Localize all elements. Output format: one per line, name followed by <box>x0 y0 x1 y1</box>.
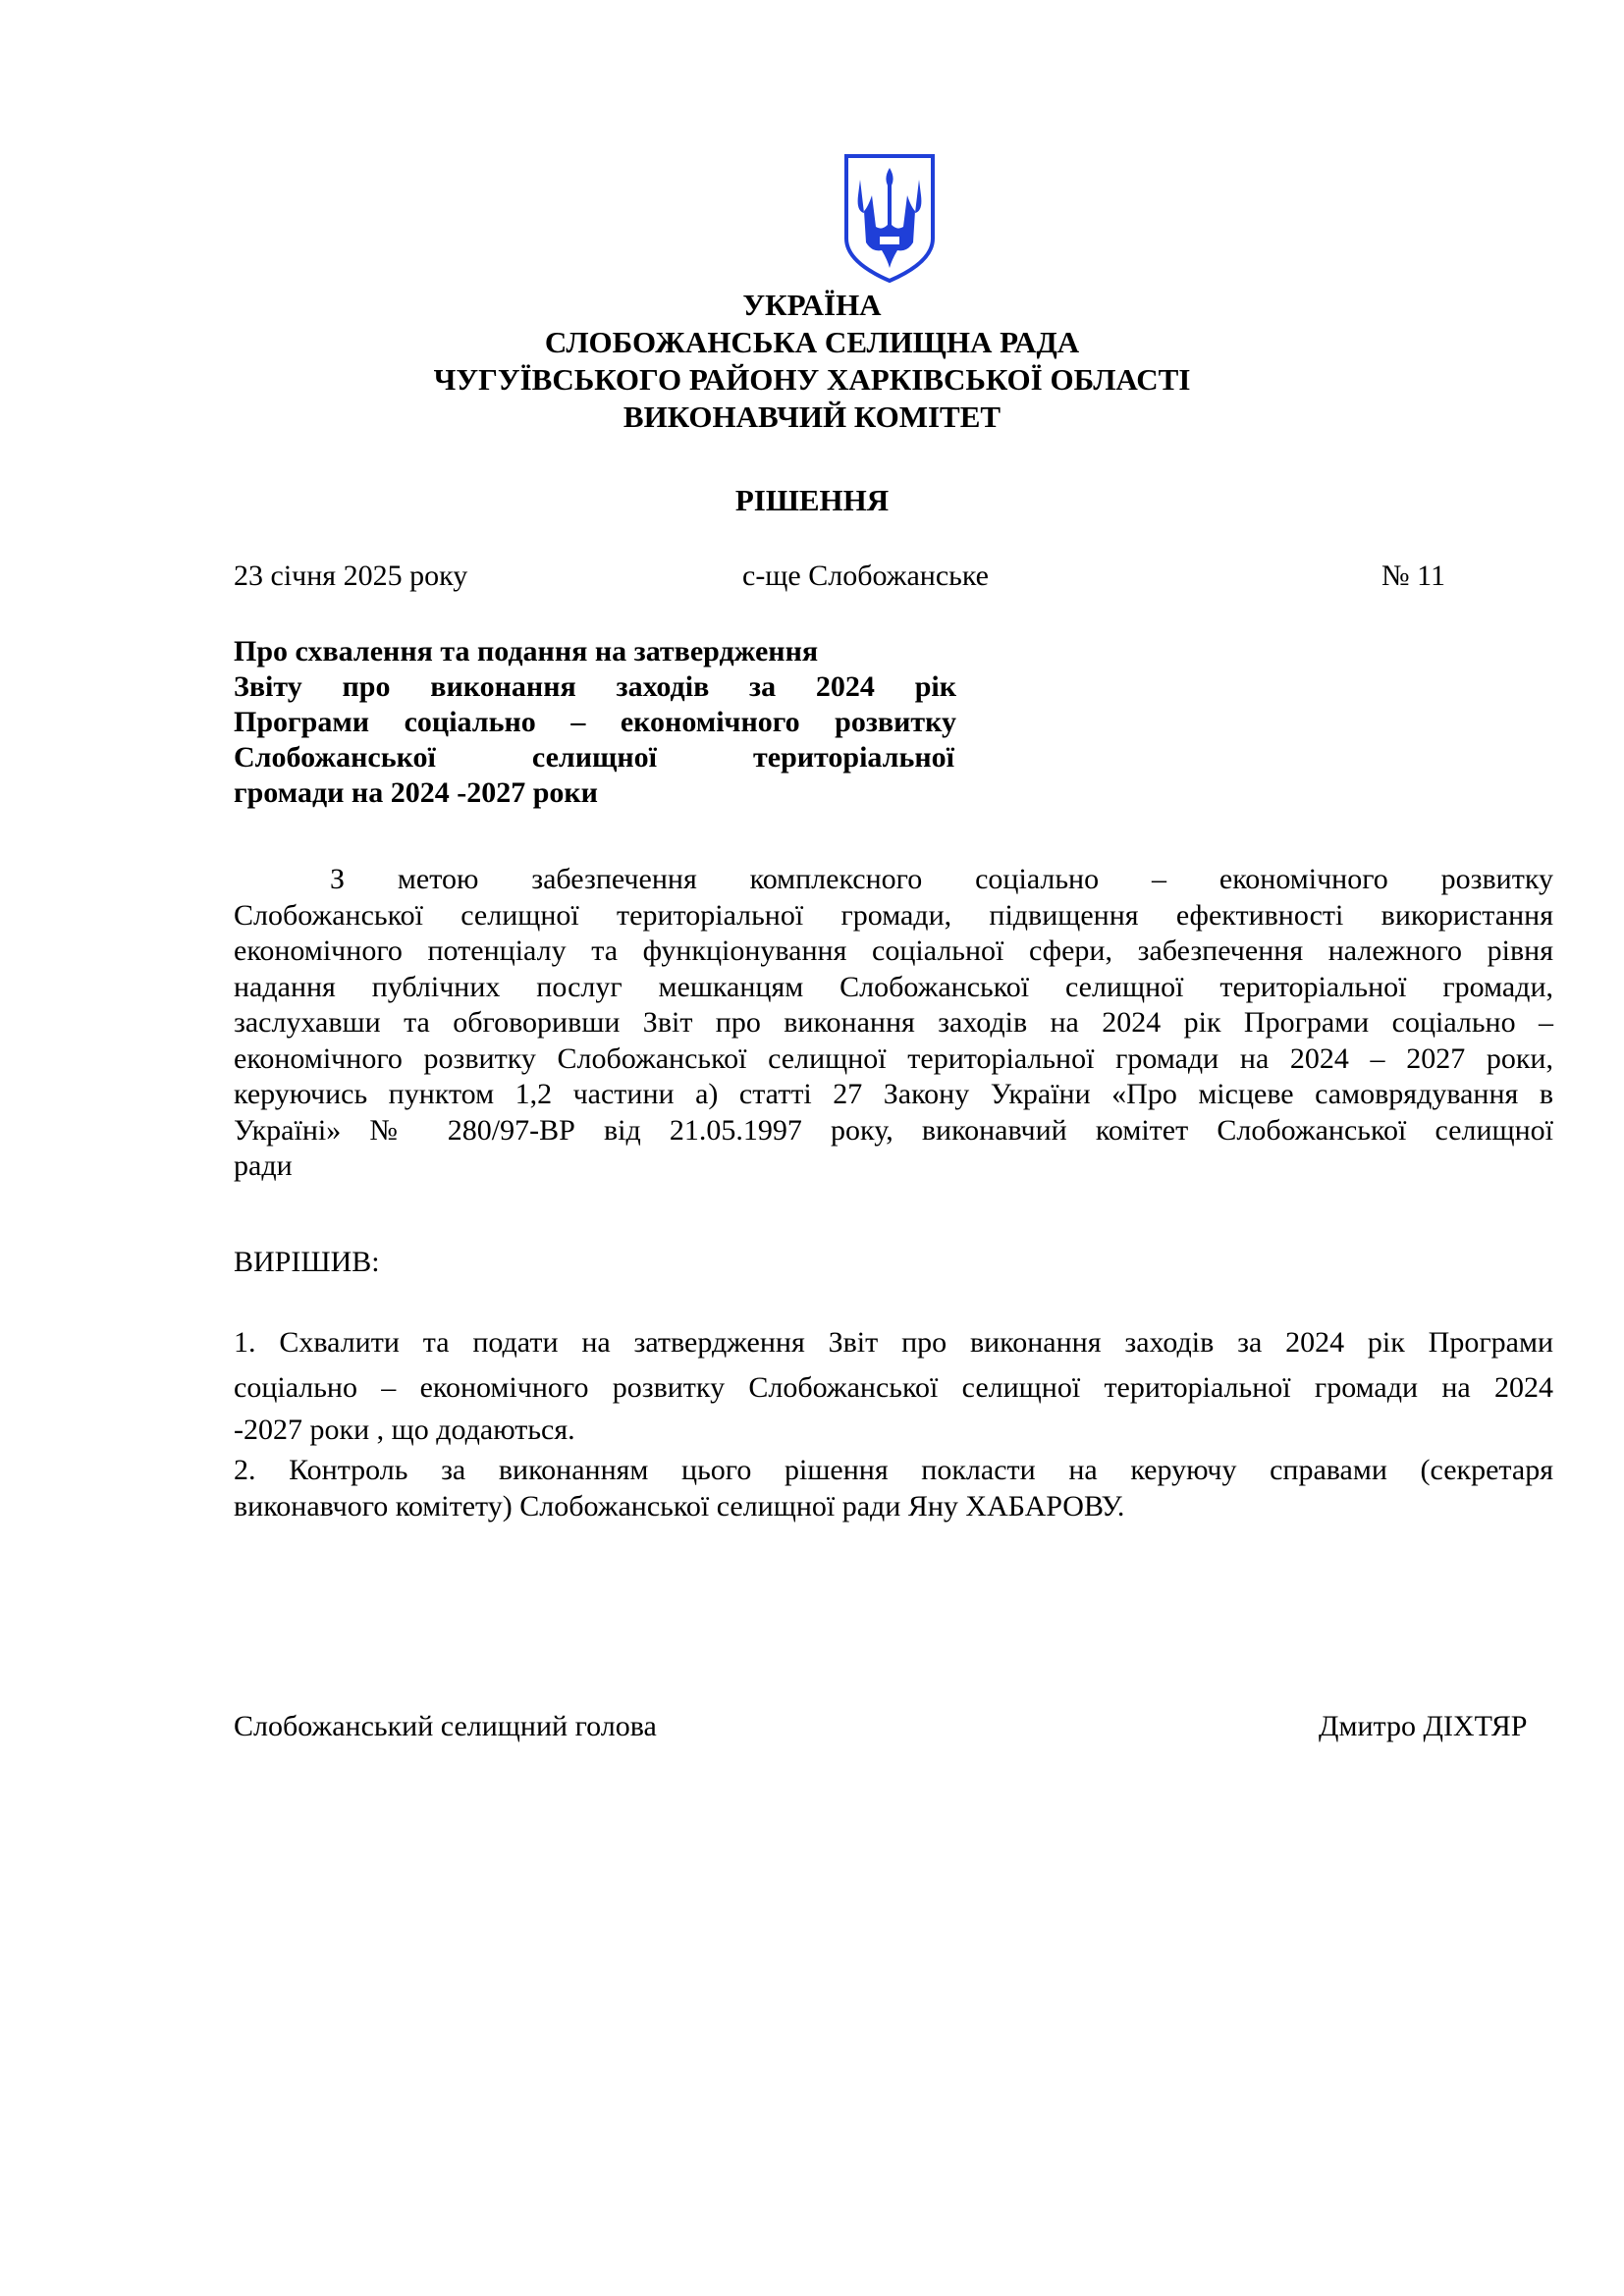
preamble-line: ради <box>234 1149 293 1182</box>
decided-heading: ВИРІШИВ: <box>234 1246 380 1278</box>
item-line: 2. Контроль за виконанням цього рішення покласти на керуючу справами (секретаря <box>234 1454 1553 1486</box>
decision-item-2 <box>234 1453 1553 1524</box>
header-district: ЧУГУЇВСЬКОГО РАЙОНУ ХАРКІВСЬКОЇ ОБЛАСТІ <box>433 362 1191 397</box>
decision-place: с-ще Слобожанське <box>742 560 989 592</box>
title-line: Слобожанської селищної територіальної <box>234 741 954 774</box>
preamble-line: економічного потенціалу та функціонування соціальної сфери, забезпечення належного рівня <box>234 934 1553 967</box>
preamble-line: керуючись пунктом 1,2 частини а) статті 27 Закону України «Про місцеве самоврядування в <box>234 1078 1553 1110</box>
item-line: виконавчого комітету) Слобожанської селищної ради Яну ХАБАРОВУ. <box>234 1489 1125 1522</box>
header-council: СЛОБОЖАНСЬКА СЕЛИЩНА РАДА <box>544 325 1080 359</box>
preamble-line: З метою забезпечення комплексного соціально – економічного розвитку <box>330 863 1553 895</box>
decision-number: № 11 <box>1381 560 1446 592</box>
title-line: Звіту про виконання заходів за 2024 рік <box>234 670 956 703</box>
preamble-line: надання публічних послуг мешканцям Слобожанської селищної територіальної громади, <box>234 970 1553 1003</box>
header-committee: ВИКОНАВЧИЙ КОМІТЕТ <box>623 400 1001 434</box>
preamble-line: економічного розвитку Слобожанської селищної територіальної громади на 2024 – 2027 роки, <box>234 1041 1553 1075</box>
item-line: 1. Схвалити та подати на затвердження Звіт про виконання заходів за 2024 рік Програми <box>234 1326 1553 1359</box>
preamble-line: Слобожанської селищної територіальної громади, підвищення ефективності використання <box>234 898 1553 932</box>
signatory-name: Дмитро ДІХТЯР <box>1319 1710 1528 1742</box>
decision-date: 23 січня 2025 року <box>234 560 468 592</box>
header-country: УКРАЇНА <box>742 288 882 322</box>
item-line: -2027 роки , що додаються. <box>234 1414 575 1446</box>
signatory-position: Слобожанський селищний голова <box>234 1710 657 1742</box>
preamble-paragraph <box>234 862 1553 1185</box>
preamble-line: заслухавши та обговоривши Звіт про виконання заходів на 2024 рік Програми соціально – <box>234 1006 1553 1039</box>
document-type-heading: РІШЕННЯ <box>734 483 890 517</box>
title-line: громади на 2024 -2027 роки <box>234 776 598 809</box>
item-line: соціально – економічного розвитку Слобожанської селищної територіальної громади на 2024 <box>234 1371 1553 1404</box>
decision-item-1 <box>234 1320 1553 1450</box>
coat-of-arms-icon <box>842 152 937 285</box>
title-line: Програми соціально – економічного розвитку <box>234 706 956 738</box>
decision-title <box>234 634 956 811</box>
title-line: Про схвалення та подання на затвердження <box>234 635 819 667</box>
preamble-line: Україні» № 280/97-ВР від 21.05.1997 року, виконавчий комітет Слобожанської селищної <box>234 1113 1553 1147</box>
